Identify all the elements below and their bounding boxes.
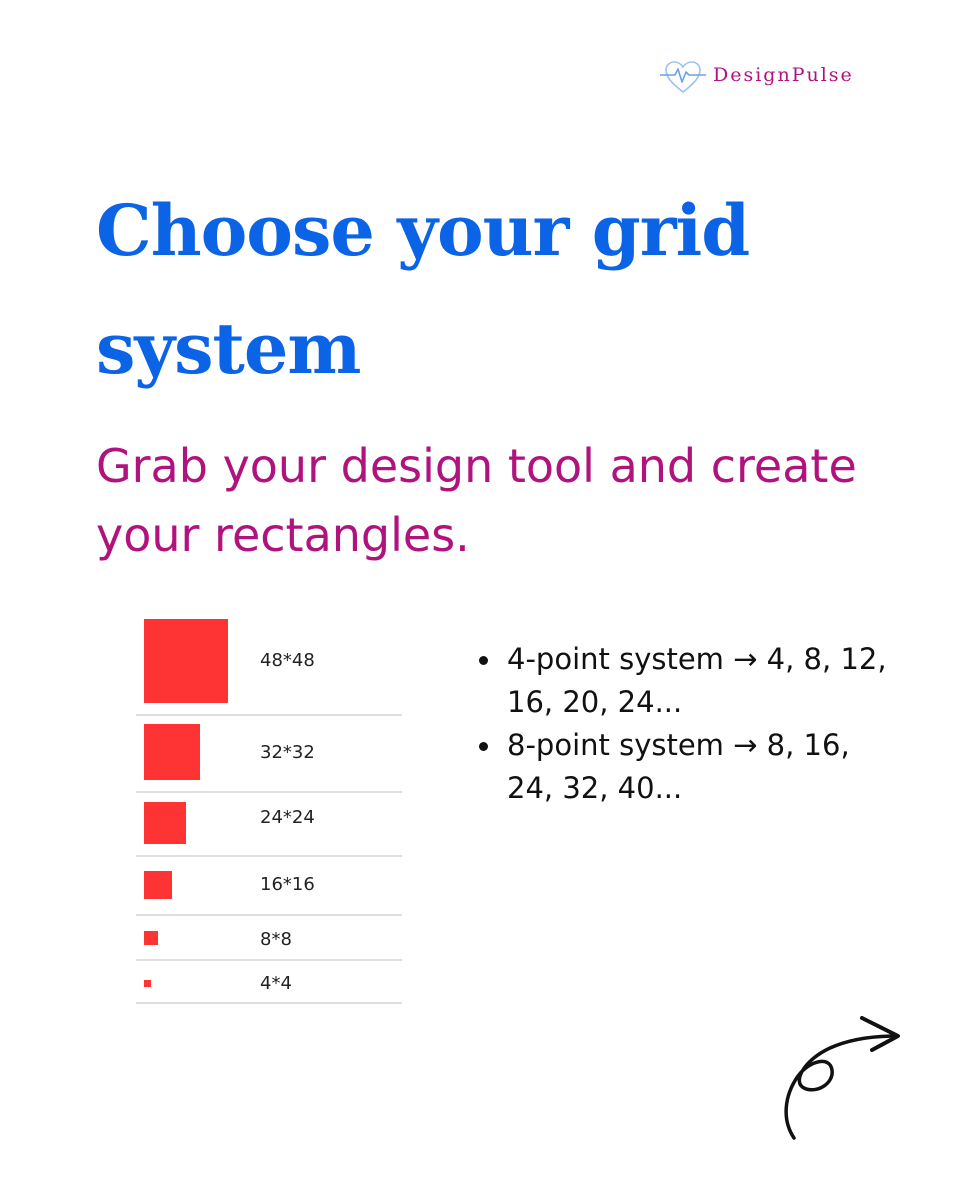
size-label: 32*32 [260, 742, 315, 763]
list-item: 4-point system → 4, 8, 12, 16, 20, 24... [476, 638, 896, 724]
size-row-48 [136, 610, 402, 716]
size-label: 16*16 [260, 874, 315, 895]
rectangle-size-list [136, 610, 402, 1010]
red-square-24 [144, 802, 186, 844]
red-square-4 [144, 980, 151, 987]
size-label: 8*8 [260, 929, 292, 950]
size-row-8 [136, 916, 402, 961]
subtitle: Grab your design tool and create your rectangles. [96, 439, 857, 562]
red-square-8 [144, 931, 158, 945]
red-square-48 [144, 619, 228, 703]
red-square-16 [144, 871, 172, 899]
brand [660, 58, 900, 98]
size-label: 24*24 [260, 807, 315, 828]
grid-systems-list [476, 638, 896, 810]
list-item: 8-point system → 8, 16, 24, 32, 40... [476, 724, 896, 810]
size-row-4 [136, 961, 402, 1004]
size-row-24 [136, 793, 402, 857]
brand-name: DesignPulse [713, 64, 854, 86]
red-square-32 [144, 724, 200, 780]
size-label: 48*48 [260, 650, 315, 671]
curly-arrow-icon[interactable] [780, 1012, 904, 1146]
size-label: 4*4 [260, 973, 292, 994]
page-title: Choose your grid system [96, 189, 750, 390]
size-row-32 [136, 716, 402, 793]
heart-pulse-icon [660, 58, 706, 98]
size-row-16 [136, 857, 402, 916]
